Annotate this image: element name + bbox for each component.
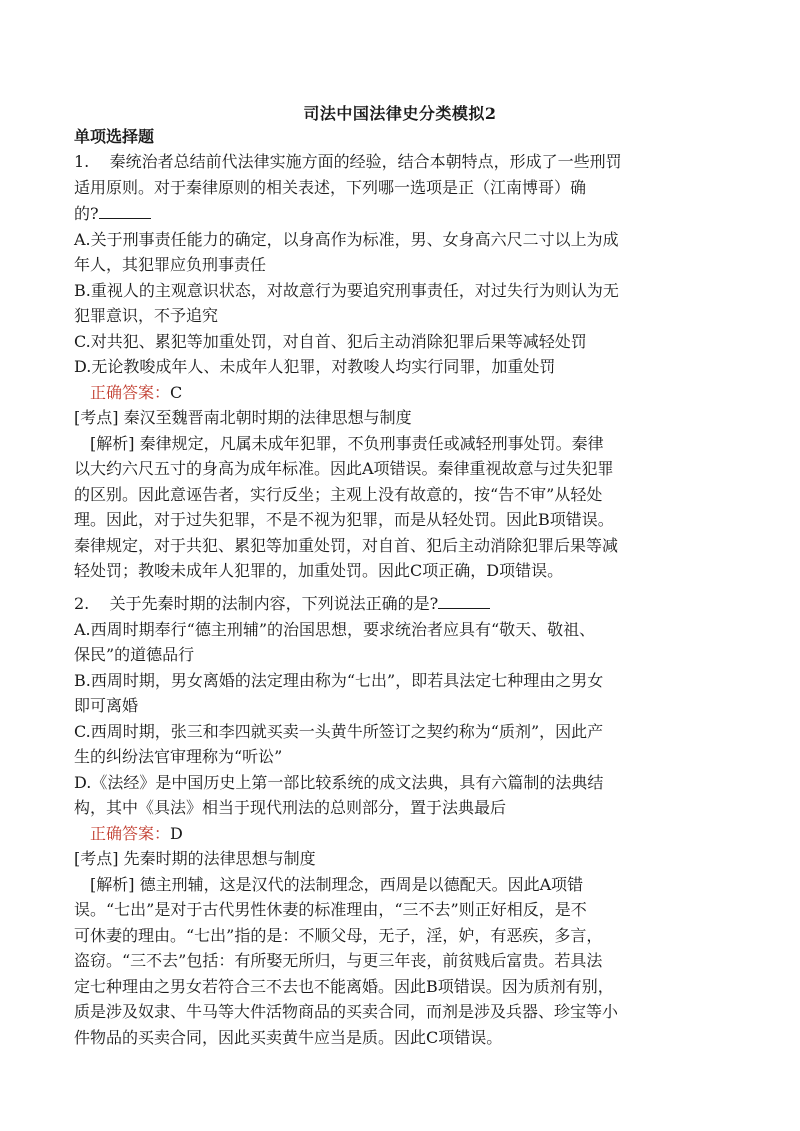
section-heading: 单项选择题	[74, 127, 155, 146]
question-number: 1.	[74, 152, 90, 171]
stem-text: 的?	[74, 204, 99, 223]
option-a: A.西周时期奉行“德主刑辅”的治国思想，要求统治者应具有“敬天、敬祖、	[74, 619, 596, 639]
stem-text: 秦统治者总结前代法律实施方面的经验，结合本朝特点，形成了一些刑罚	[109, 152, 622, 171]
analysis-line: 的区别。因此意诬告者，实行反坐；主观上没有故意的，按“告不审”从轻处	[74, 484, 603, 504]
option-d: D.《法经》是中国历史上第一部比较系统的成文法典，具有六篇制的法典结	[74, 772, 604, 792]
question-1	[74, 149, 724, 584]
option-d-cont: 构，其中《具法》相当于现代刑法的总则部分，置于法典最后	[74, 798, 507, 817]
question-stem-line	[74, 200, 724, 227]
question-stem-line	[74, 590, 724, 617]
question-2	[74, 590, 724, 1050]
answer-label: 正确答案：	[90, 382, 171, 402]
analysis-line: 秦律规定，对于共犯、累犯等加重处罚，对自首、犯后主动消除犯罪后果等减	[74, 535, 619, 555]
analysis-line: [解析] 德主刑辅，这是汉代的法制理念，西周是以德配天。因此A项错	[90, 874, 584, 894]
answer-blank	[99, 200, 151, 219]
option-d: D.无论教唆成年人、未成年人犯罪，对教唆人均实行同罪，加重处罚	[74, 357, 556, 376]
answer-value: C	[170, 382, 183, 402]
analysis-line: 轻处罚；教唆未成年人犯罪的，加重处罚。因此C项正确，D项错误。	[74, 561, 564, 580]
question-stem-line: 适用原则。对于秦律原则的相关表述，下列哪一选项是正（江南博哥）确	[74, 177, 587, 197]
correct-answer	[74, 380, 724, 406]
analysis-line: 理。因此，对于过失犯罪，不是不视为犯罪，而是从轻处罚。因此B项错误。	[74, 510, 614, 529]
analysis-line: 盗窃。“三不去”包括：有所娶无所归，与更三年丧，前贫贱后富贵。若具法	[74, 951, 603, 970]
analysis-line: 质是涉及奴隶、牛马等大件活物商品的买卖合同，而剂是涉及兵器、珍宝等小	[74, 1002, 619, 1021]
answer-blank	[438, 590, 490, 609]
question-stem-line	[74, 149, 724, 175]
option-c: C.对共犯、累犯等加重处罚，对自首、犯后主动消除犯罪后果等减轻处罚	[74, 331, 587, 351]
option-b: B.西周时期，男女离婚的法定理由称为“七出”，即若具法定七种理由之男女	[74, 670, 604, 690]
analysis-line: 以大约六尺五寸的身高为成年标准。因此A项错误。秦律重视故意与过失犯罪	[74, 459, 614, 478]
option-b-cont: 即可离婚	[74, 696, 139, 715]
analysis-line: 件物品的买卖合同，因此买卖黄牛应当是质。因此C项错误。	[74, 1027, 503, 1047]
answer-label: 正确答案：	[90, 823, 171, 843]
question-number: 2.	[74, 594, 90, 613]
answer-value: D	[170, 823, 183, 843]
correct-answer	[74, 821, 724, 847]
option-b: B.重视人的主观意识状态，对故意行为要追究刑事责任，对过失行为则认为无	[74, 280, 619, 300]
option-a-cont: 保民”的道德品行	[74, 645, 195, 664]
option-c-cont: 生的纠纷法官审理称为“听讼”	[74, 747, 283, 766]
document-title: 司法中国法律史分类模拟2	[303, 104, 497, 123]
option-c: C.西周时期，张三和李四就买卖一头黄牛所签订之契约称为“质剂”，因此产	[74, 721, 604, 741]
analysis-line: 误。“七出”是对于古代男性休妻的标准理由，“三不去”则正好相反，是不	[74, 900, 587, 919]
stem-text: 关于先秦时期的法制内容，下列说法正确的是?	[109, 594, 439, 613]
analysis-line: 定七种理由之男女若符合三不去也不能离婚。因此B项错误。因为质剂有别，	[74, 976, 614, 996]
analysis-line: [解析] 秦律规定，凡属未成年犯罪，不负刑事责任或减轻刑事处罚。秦律	[90, 433, 604, 453]
exam-point: [考点] 先秦时期的法律思想与制度	[74, 849, 316, 868]
exam-point: [考点] 秦汉至魏晋南北朝时期的法律思想与制度	[74, 408, 412, 427]
analysis-line: 可休妻的理由。“七出”指的是：不顺父母，无子，淫，妒，有恶疾，多言，	[74, 925, 603, 945]
option-b-cont: 犯罪意识，不予追究	[74, 306, 219, 325]
option-a-cont: 年人，其犯罪应负刑事责任	[74, 255, 267, 274]
option-a: A.关于刑事责任能力的确定，以身高作为标准，男、女身高六尺二寸以上为成	[74, 229, 619, 249]
